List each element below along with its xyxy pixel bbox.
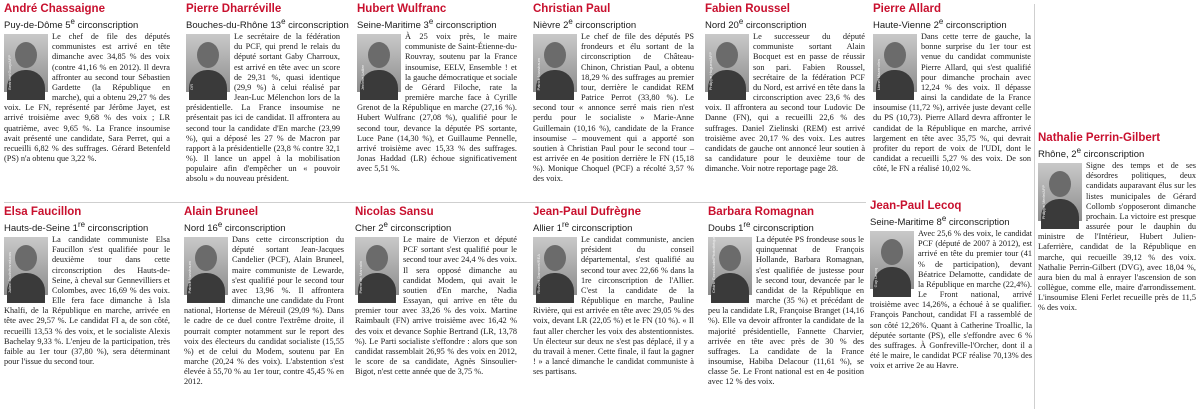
article-text: Patrick Nussbaum Le chef de file des députés PS frondeurs et élu sortant de la circonscription de Château-Chinon, Christian Paul, a obtenu 18,29 % des suffrages au premier tour, derrière le candidat REM Patrice Perrot (33,80 %). Le second tour « annonce serré mais rien n'est perdu pour le socialiste » Marie-Anne Guillemain (10,16 %), candidate de la France insoumise – mouvement qui a apporté son soutien à Christian Paul pour le second tour – est arrivée en 4e position derrière le FN (15,18 %). Monique Choquel (PCF) a récolté 3,57 % des voix.: [533, 32, 694, 184]
candidate-name: Jean-Paul Lecoq: [870, 200, 962, 212]
candidate-photo: [4, 237, 48, 295]
candidate-card-lecoq: [870, 200, 1032, 411]
article-text: Philippe Huguen/AFP Le successeur du député communiste sortant Alain Bocquet est en passe de réussir son pari. Fabien Roussel, secrétaire de la fédération PCF du Nord, est arrivé en tête dans la circonscription avec 23,6 % des voix. Il affrontera au second tour Ludovic De Danne (FN), qui a recueilli 22,6 % des suffrages. Daniel Zielinski (REM) est arrivé troisième avec 20,17 % des voix. Les autres candidats de gauche ont annoncé leur soutien à sa candidature pour le deuxième tour de dimanche. Voir notre reportage page 28.: [705, 32, 865, 174]
photo-credit: Philippe Merle/AFP: [1041, 184, 1046, 220]
candidate-card-dharreville: [186, 3, 349, 200]
candidate-photo: [355, 237, 399, 295]
candidate-photo: [870, 231, 914, 289]
candidate-photo: [4, 34, 48, 92]
constituency-label: Nord 20e circonscription: [705, 17, 807, 32]
candidate-photo: [708, 237, 752, 295]
article-text: Julien Jaulin/hanslucas La candidate communiste Elsa Faucillon s'est qualifiée pour le deuxième tour dans cette circonscription des Hauts-de-Seine, à cheval sur Gennevilliers et Colombes, avec 16,69 % des voix. Elle fera face dimanche à Isla Khalfi, de la République en marche, arrivée en tête avec 29,57 %. Le candidat FI a, de son côté, recueilli 13,53 % des voix, et le socialiste Alexis Bachelay 9,33 %. L'enjeu de la participation, très faible au 1er tour (37,80 %), sera déterminant pour l'issue du second tour.: [4, 235, 170, 367]
photo-credit: Patrick Nussbaum: [187, 260, 192, 294]
candidate-photo: [873, 34, 917, 92]
candidate-card-paul: [533, 3, 694, 200]
candidate-photo: [533, 237, 577, 295]
candidate-card-perrin-gilbert: [1038, 132, 1196, 312]
constituency-label: Nièvre 2e circonscription: [533, 17, 637, 32]
photo-credit: Bertrand Guay/AFP: [7, 55, 12, 91]
constituency-label: Bouches-du-Rhône 13e circonscription: [186, 17, 349, 32]
column-divider: [1034, 4, 1035, 409]
candidate-card-wulfranc: [357, 3, 517, 200]
constituency-label: Seine-Maritime 3e circonscription: [357, 17, 497, 32]
article-text: DR Le secrétaire de la fédération du PCF, qui prend le relais du député sortant Gaby Charroux, est arrivé en tête avec un score de 29,31 %, quasi identique (29,9 %) à celui réalisé par Jean-Luc Mélenchon lors de la présidentielle. La France insoumise ne présentait pas ici de candidat. Il affrontera au second tour la candidate d'En marche (23,99 %), qui a déposé les 27 % de Macron par rapport à la présidentielle (23,8 % contre 32,1 %). Il lance un appel à la mobilisation populaire afin d'empêcher un « pouvoir absolu » du nouveau président.: [186, 32, 340, 184]
candidate-name: Nathalie Perrin-Gilbert: [1038, 132, 1161, 144]
constituency-label: Hauts-de-Seine 1re circonscription: [4, 220, 149, 235]
constituency-label: Puy-de-Dôme 5e circonscription: [4, 17, 139, 32]
constituency-label: Nord 16e circonscription: [184, 220, 286, 235]
article-text: Bertrand Guay/AFP Le chef de file des députés communistes est arrivé en tête dimanche avec 34,85 % des voix (contre 41,16 % en 2012). Il devra affronter au second tour Sébastien Gardette (la République en marche), qui a obtenu 29,27 % des voix. Le FN, représenté par Jérôme Jayet, est arrivé troisième avec 9,68 % des voix ; LR quatrième, avec 9,65 %. La France insoumise avait présenté une candidate, Sara Perret, qui a recueilli 6,82 % des suffrages. Gérard Betenfeld (PS) n'a obtenu que 3,22 %.: [4, 32, 170, 164]
candidate-card-dufregne: [533, 206, 694, 411]
candidate-card-sansu: [355, 206, 517, 411]
article-text: Cédric Grosclaude/Photothèque La députée PS frondeuse sous le quinquennat de François Hollande, Barbara Romagnan, s'est qualifiée de justesse pour le second tour, devancée par le candidat de la République en marche (35 %) et précédant de peu la candidate LR, Françoise Branget (14,16 %). Elle va devoir affronter la candidate de la majorité présidentielle, Fannette Charvier, arrivée en tête avec près de 30 % des suffrages. La candidate de la France insoumise, Habiba Delacour (11,61 %), se classe 5e. Le Front national est en 4e position avec 12 % des voix.: [708, 235, 864, 387]
candidate-photo: [1038, 163, 1082, 221]
constituency-label: Doubs 1re circonscription: [708, 220, 814, 235]
candidate-card-chassaigne: [4, 3, 170, 200]
candidate-name: André Chassaigne: [4, 3, 105, 15]
candidate-name: Christian Paul: [533, 3, 611, 15]
candidate-name: Alain Bruneel: [184, 206, 259, 218]
article-text: Philippe Merle/AFP Signe des temps et de ses désordres politiques, deux candidats auparavant élus sur les listes municipales de Gérard Collomb s'opposeront dimanche prochain. La victoire est presque assurée pour le dauphin du ministre de l'Intérieur, Hubert Julien-Laferrière, candidat de la République en marche, qui recueille 39,12 % des voix. Nathalie Perrin-Gilbert (DVG), avec 18,04 %, aura bien du mal à enrayer l'ascension de son collègue, comme elle, maire d'arrondissement. L'insoumise Eleni Ferlet recueille près de 11,5 % des voix.: [1038, 161, 1196, 313]
constituency-label: Rhône, 2e circonscription: [1038, 146, 1145, 161]
candidate-name: Pierre Allard: [873, 3, 941, 15]
photo-credit: Guy Lecoq: [873, 267, 878, 288]
row-divider: [4, 202, 866, 203]
photo-credit: Lionel Mazerolles: [876, 59, 881, 91]
photo-credit: Jérôme Lallier: [360, 65, 365, 91]
photo-credit: Cédric Grosclaude/Photothèque: [711, 236, 716, 294]
candidate-name: Nicolas Sansu: [355, 206, 434, 218]
candidate-photo: [186, 34, 230, 92]
candidate-name: Hubert Wulfranc: [357, 3, 447, 15]
candidate-card-allard: [873, 3, 1031, 200]
article-text: Patrick Nussbaum Dans cette circonscription du député sortant Jean-Jacques Candelier (PCF), Alain Bruneel, maire communiste de Lewarde, s'est qualifié pour le second tour avec 13,96 %. Il affrontera dimanche une candidate du Front national, Hortense de Méreuil (29,09 %). Dans le cadre de ce duel contre l'extrême droite, il pourrait compter notamment sur le report des voix des électeurs du candidat socialiste (15,55 %) et de celui du Modem, soutenu par En marche (20,24 % des voix). L'abstention s'est élevée à 55,70 % au 1er tour, contre 45,45 % en 2012.: [184, 235, 344, 387]
candidate-name: Jean-Paul Dufrègne: [533, 206, 641, 218]
candidate-card-bruneel: [184, 206, 344, 411]
photo-credit: Philippe Huguen/AFP: [708, 51, 713, 91]
photo-credit: Patrick Nussbaum: [536, 57, 541, 91]
photo-credit: Richard Damoret/REA: [536, 253, 541, 294]
candidate-card-faucillon: [4, 206, 170, 411]
photo-credit: DR: [189, 84, 194, 91]
candidate-photo: [705, 34, 749, 92]
constituency-label: Allier 1re circonscription: [533, 220, 633, 235]
photo-credit: Julien Jaulin/hanslucas: [7, 252, 12, 294]
article-text: Pierre de Marcalin Le maire de Vierzon et député PCF sortant s'est qualifié pour le second tour avec 24,4 % des voix. Il sera opposé dimanche au candidat Modem, qui avait le soutien d'En marche, Nadia Essayan, qui arrive en tête du premier tour avec 33,26 % des voix. Martine Raimbault (FN) arrive troisième avec 16,42 % des voix et devance Sophie Bertrand (LR, 13,78 %). Le Parti socialiste s'effondre : alors que son candidat rassemblait 26,95 % des voix en 2012, le score de sa candidate, Agnès Sinsoulier-Bigot, n'est cette année que de 3,75 %.: [355, 235, 517, 377]
candidate-name: Barbara Romagnan: [708, 206, 815, 218]
candidate-card-romagnan: [708, 206, 864, 411]
candidate-photo: [184, 237, 228, 295]
candidate-card-roussel: [705, 3, 865, 200]
article-text: Richard Damoret/REA Le candidat communiste, ancien président du conseil départemental, s'est qualifié au second tour avec 22,66 % dans la 1re circonscription de l'Allier. C'est la candidate de la République en marche, Pauline Rivière, qui est arrivée en tête avec 29,05 % des voix, devant LR (22,05 %) et le FN (10 %). « Il faut aller chercher les voix des abstentionnistes. Un électeur sur deux ne s'est pas déplacé, il y a du travail à mener. Cette finale, il faut la gagner ! » a lancé dimanche le candidat communiste à ses partisans.: [533, 235, 694, 377]
constituency-label: Cher 2e circonscription: [355, 220, 452, 235]
candidate-name: Elsa Faucillon: [4, 206, 82, 218]
candidate-name: Pierre Dharréville: [186, 3, 282, 15]
candidate-photo: [357, 34, 401, 92]
photo-credit: Pierre de Marcalin: [358, 260, 363, 294]
candidate-photo: [533, 34, 577, 92]
article-text: Guy Lecoq Avec 25,6 % des voix, le candidat PCF (député de 2007 à 2012), est arrivé en tête du premier tour (41 % de participation), devant Béatrice Delamotte, candidate de la République en marche (22,4%). Le Front national, arrivé troisième avec 14,26%, a échoué à se qualifier. François Panchout, candidat FI a rassemblé de son côté 12,26%. Quant à Catherine Troallic, la députée sortante (PS), elle s'effondre avec 6 % des suffrages. À Gonfreville-l'Orcher, dont il a été le maire, le candidat PCF réalise 70,13% des voix et arrive 2e au Havre.: [870, 229, 1032, 371]
constituency-label: Seine-Maritime 8e circonscription: [870, 214, 1010, 229]
article-text: Lionel Mazerolles Dans cette terre de gauche, la bonne surprise du 1er tour est venue du candidat communiste Pierre Allard, qui s'est qualifié pour dimanche prochain avec 12,24 % des voix. Il dépasse ainsi la candidate de la France insoumise (11,72 %), arrivée juste devant celle du PS (10,73). Pierre Allard devra affronter le candidat de la République en marche, arrivé largement en tête avec 35,75 %, qui devrait profiter du report de voix de l'UDI, dont le candidat a recueilli 5,27 % des voix. De son côté, le FN a réalisé 10,02 %.: [873, 32, 1031, 174]
constituency-label: Haute-Vienne 2e circonscription: [873, 17, 1007, 32]
article-text: Jérôme Lallier À 25 voix près, le maire communiste de Saint-Étienne-du-Rouvray, soutenu par la France insoumise, EELV, Ensemble ! et la gauche démocratique et sociale de Gérard Filoche, rate la première marche face à Cyrille Grenot de la République en marche (27,16 %). Hubert Wulfranc (27,08 %), qualifié pour le second tour, devance la députée PS sortante, Luce Pane (14,30 %), et Guillaume Pennelle, arrivé troisième avec 15,33 % des suffrages. Jonas Haddad (LR) échoue significativement avec 5,51 %.: [357, 32, 517, 174]
candidate-name: Fabien Roussel: [705, 3, 790, 15]
